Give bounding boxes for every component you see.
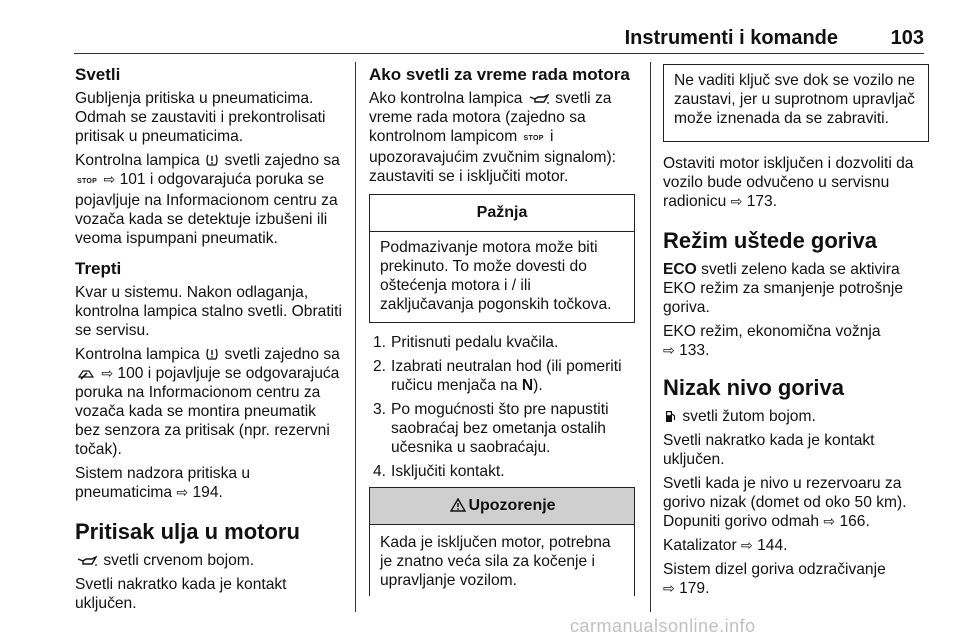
paragraph: ECO svetli zeleno kada se aktivira EKO režim za smanjenje potrošnje goriva.	[663, 261, 904, 316]
watermark: carmanualsonline.info	[570, 616, 756, 636]
paragraph: svetli crvenom bojom.	[75, 551, 345, 570]
caution-title: Pažnja	[370, 195, 634, 232]
reference-arrow-icon: ⇨	[663, 580, 675, 596]
column-2	[369, 64, 635, 604]
caution-box	[369, 194, 635, 323]
heading-pritisak-ulja: Pritisak ulja u motoru	[75, 519, 300, 544]
paragraph: Kontrolna lampica svetli zajedno sa ⇨ 100 i pojavljuje se odgovarajuća poruka na Informacionom centru za vozača kada se montira pneumatik bez senzora za pritisak (npr. rezervni točak).	[75, 346, 340, 458]
paragraph: Kontrolna lampica svetli zajedno sa STOP ⇨ 101 i odgovarajuća poruka se pojavljuje na Informacionom centru za vozača kada se detektuje izbušeni ili veoma ispumpani pneumatik.	[75, 152, 340, 247]
warning-title: Upozorenje	[370, 488, 634, 525]
page-title: Instrumenti i komande	[624, 27, 838, 49]
warning-triangle-icon	[450, 498, 466, 512]
heading-ako-svetli: Ako svetli za vreme rada motora	[369, 65, 630, 84]
reference-arrow-icon: ⇨	[176, 484, 189, 500]
column-divider-1	[355, 62, 356, 612]
header-divider	[74, 53, 924, 54]
paragraph: Katalizator ⇨ 144.	[663, 537, 788, 554]
stop-icon: STOP	[77, 178, 98, 185]
paragraph: EKO režim, ekonomična vožnja ⇨ 133.	[663, 323, 881, 359]
page-number: 103	[890, 27, 924, 49]
heading-rezim-ustede: Režim uštede goriva	[663, 228, 877, 253]
reference-arrow-icon: ⇨	[741, 537, 753, 553]
tire-pressure-icon	[206, 153, 218, 167]
list-item: 3. Po mogućnosti što pre napustiti saobraćaj bez ometanja ostalih učesnika u saobraćaju.	[373, 401, 609, 456]
warning-box-continued	[663, 64, 929, 142]
column-1	[75, 64, 345, 618]
paragraph: Svetli kada je nivo u rezervoaru za gorivo nizak (domet od oko 50 km). Dopuniti gorivo odmah ⇨ 166.	[663, 475, 907, 530]
oil-can-icon	[529, 94, 549, 105]
reference-arrow-icon: ⇨	[663, 342, 675, 358]
reference-arrow-icon: ⇨	[101, 365, 114, 381]
list-item: 1. Pritisnuti pedalu kvačila.	[373, 334, 559, 351]
service-wrench-car-icon	[77, 367, 95, 380]
paragraph: Svetli nakratko kada je kontakt uključen.	[663, 432, 875, 468]
list-item: 4. Isključiti kontakt.	[373, 463, 505, 480]
paragraph: svetli žutom bojom.	[663, 407, 929, 426]
tire-pressure-icon	[206, 347, 218, 361]
paragraph: Kvar u sistemu. Nakon odlaganja, kontrolna lampica stalno svetli. Obratiti se servisu.	[75, 284, 342, 339]
stop-icon: STOP	[523, 135, 544, 142]
warning-box	[369, 487, 635, 596]
paragraph: Ostaviti motor isključen i dozvoliti da vozilo bude odvučeno u servisnu radionicu ⇨ 173.	[663, 155, 914, 210]
warning-text: Kada je isključen motor, potrebna je znatno veća sila za kočenje i upravljanje vozilom.	[380, 534, 611, 589]
heading-trepti: Trepti	[75, 259, 122, 278]
steps-list	[369, 333, 635, 481]
warning-text: Ne vaditi ključ sve dok se vozilo ne zaustavi, jer u suprotnom upravljač može iznenada da se zabraviti.	[674, 72, 915, 127]
column-3	[663, 64, 929, 603]
paragraph: Svetli nakratko kada je kontakt uključen.	[75, 576, 287, 612]
reference-arrow-icon: ⇨	[730, 193, 743, 209]
oil-can-icon	[77, 556, 97, 567]
heading-nizak-nivo: Nizak nivo goriva	[663, 375, 844, 400]
paragraph: Gubljenja pritiska u pneumaticima. Odmah se zaustaviti i prekontrolisati pritisak u pneumaticima.	[75, 90, 326, 145]
page-header	[0, 0, 960, 56]
heading-svetli: Svetli	[75, 65, 121, 84]
caution-text: Podmazivanje motora može biti prekinuto. To može dovesti do oštećenja motora i / ili zaključavanja pogonskih točkova.	[380, 239, 612, 313]
paragraph: Ako kontrolna lampica svetli za vreme rada motora (zajedno sa kontrolnom lampicom STOP i upozoravajućim zvučnim signalom): zaustaviti se i isključiti motor.	[369, 90, 616, 185]
paragraph: Sistem nadzora pritiska u pneumaticima ⇨ 194.	[75, 465, 251, 501]
reference-arrow-icon: ⇨	[823, 513, 836, 529]
fuel-pump-icon	[665, 410, 676, 423]
column-divider-2	[650, 62, 651, 612]
eco-indicator-icon: ECO	[663, 261, 697, 278]
list-item: 2. Izabrati neutralan hod (ili pomeriti ručicu menjača na N).	[373, 358, 622, 394]
paragraph: Sistem dizel goriva odzračivanje ⇨ 179.	[663, 561, 886, 597]
reference-arrow-icon: ⇨	[103, 171, 116, 187]
